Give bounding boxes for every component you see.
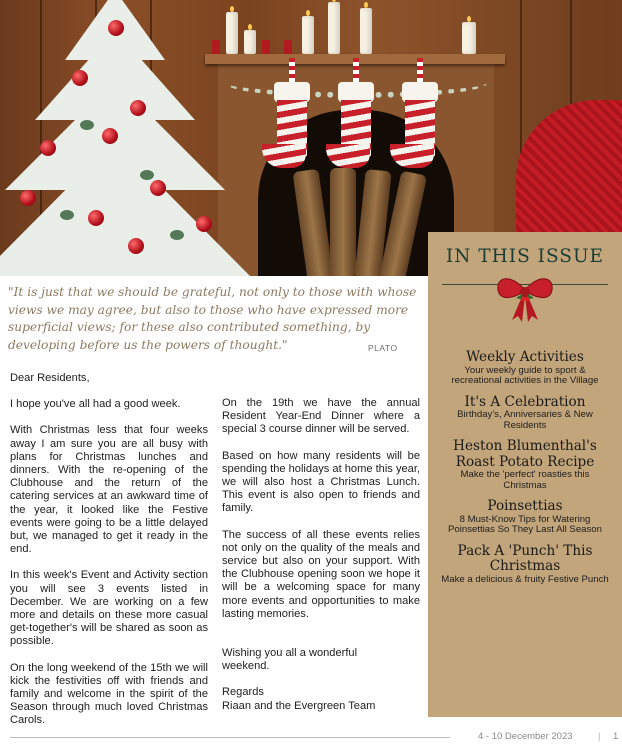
stocking bbox=[274, 58, 310, 168]
issue-list bbox=[438, 350, 612, 593]
letter-closing: Wishing you all a wonderful weekend. bbox=[222, 647, 358, 673]
letter-signature: Riaan and the Evergreen Team bbox=[222, 699, 376, 712]
letter-column-right bbox=[222, 397, 420, 726]
issue-item-poinsettias[interactable] bbox=[438, 499, 612, 536]
letter-regards: Regards bbox=[222, 686, 264, 699]
letter-paragraph: With Christmas less that four weeks away I am sure you are all busy with plans for Christmas lunches and dinners. With the re-opening of the Clubhouse and the return of the catering services at an awkward time of the year, it looked like the Festive events were going to be a little delayed but, we managed to get it ready in the end. bbox=[10, 424, 208, 556]
issue-item-description: Make a delicious & fruity Festive Punch bbox=[441, 573, 609, 585]
issue-item-description: Birthday's, Anniversaries & New Residents bbox=[457, 409, 593, 431]
letter-column-left bbox=[10, 372, 208, 741]
stocking bbox=[402, 58, 438, 168]
in-this-issue-sidebar bbox=[428, 232, 622, 717]
issue-item-heading: Heston Blumenthal's Roast Potato Recipe bbox=[453, 438, 597, 470]
footer-date: 4 - 10 December 2023 bbox=[478, 731, 573, 742]
issue-item-heading: It's A Celebration bbox=[464, 393, 586, 410]
issue-item-heading: Poinsettias bbox=[487, 498, 563, 514]
letter-paragraph: On the long weekend of the 15th we will kick the festivities off with friends and family and welcome in the spirit of the Season through much loved Christmas Carols. bbox=[10, 661, 208, 727]
issue-item-punch[interactable] bbox=[438, 544, 612, 586]
issue-item-description: Make the 'perfect' roasties this Christmas bbox=[460, 469, 590, 491]
footer-rule bbox=[10, 737, 450, 738]
letter-paragraph: In this week's Event and Activity section you will see 3 events listed in December. We are working on a few more and details on these more casual get-together's will be shared as soon as possible. bbox=[10, 569, 208, 648]
footer-separator: | bbox=[598, 731, 601, 742]
page-number: 1 bbox=[613, 731, 619, 742]
issue-item-heading: Weekly Activities bbox=[466, 349, 584, 365]
issue-item-heading: Pack A 'Punch' This Christmas bbox=[457, 542, 593, 574]
letter-paragraph: Based on how many residents will be spending the holidays at home this year, we will also host a Christmas Lunch. This event is also open to friends and family. bbox=[222, 449, 420, 515]
issue-item-description: 8 Must-Know Tips for Watering Poinsettias So They Last All Season bbox=[448, 513, 602, 535]
letter-greeting: Dear Residents, bbox=[10, 372, 90, 384]
christmas-tree bbox=[0, 0, 250, 276]
plato-quote: "It is just that we should be grateful, not only to those with whose views we may agree, but also to those who have expressed more superficial views; for these also contributed something, by developing before us the powers of thought." bbox=[8, 285, 417, 352]
letter-paragraph: On the 19th we have the annual Resident Year-End Dinner where a special 3 course dinner will be served. bbox=[222, 397, 420, 436]
sidebar-title: IN THIS ISSUE bbox=[445, 246, 605, 267]
issue-item-roast-potato-recipe[interactable] bbox=[438, 439, 612, 491]
quote-author: PLATO bbox=[368, 343, 398, 353]
issue-item-description: Your weekly guide to sport & recreational activities in the Village bbox=[451, 364, 599, 386]
issue-item-celebration[interactable] bbox=[438, 395, 612, 432]
issue-item-weekly-activities[interactable] bbox=[438, 350, 612, 387]
red-bow-icon bbox=[492, 268, 558, 324]
letter-paragraph: The success of all these events relies not only on the quality of the meals and service but also on your support. With the Clubhouse opening soon we hope it will be a welcoming space for many more events and opportunities to make lasting memories. bbox=[222, 528, 420, 620]
letter-paragraph: I hope you've all had a good week. bbox=[10, 398, 181, 411]
stocking bbox=[338, 58, 374, 168]
